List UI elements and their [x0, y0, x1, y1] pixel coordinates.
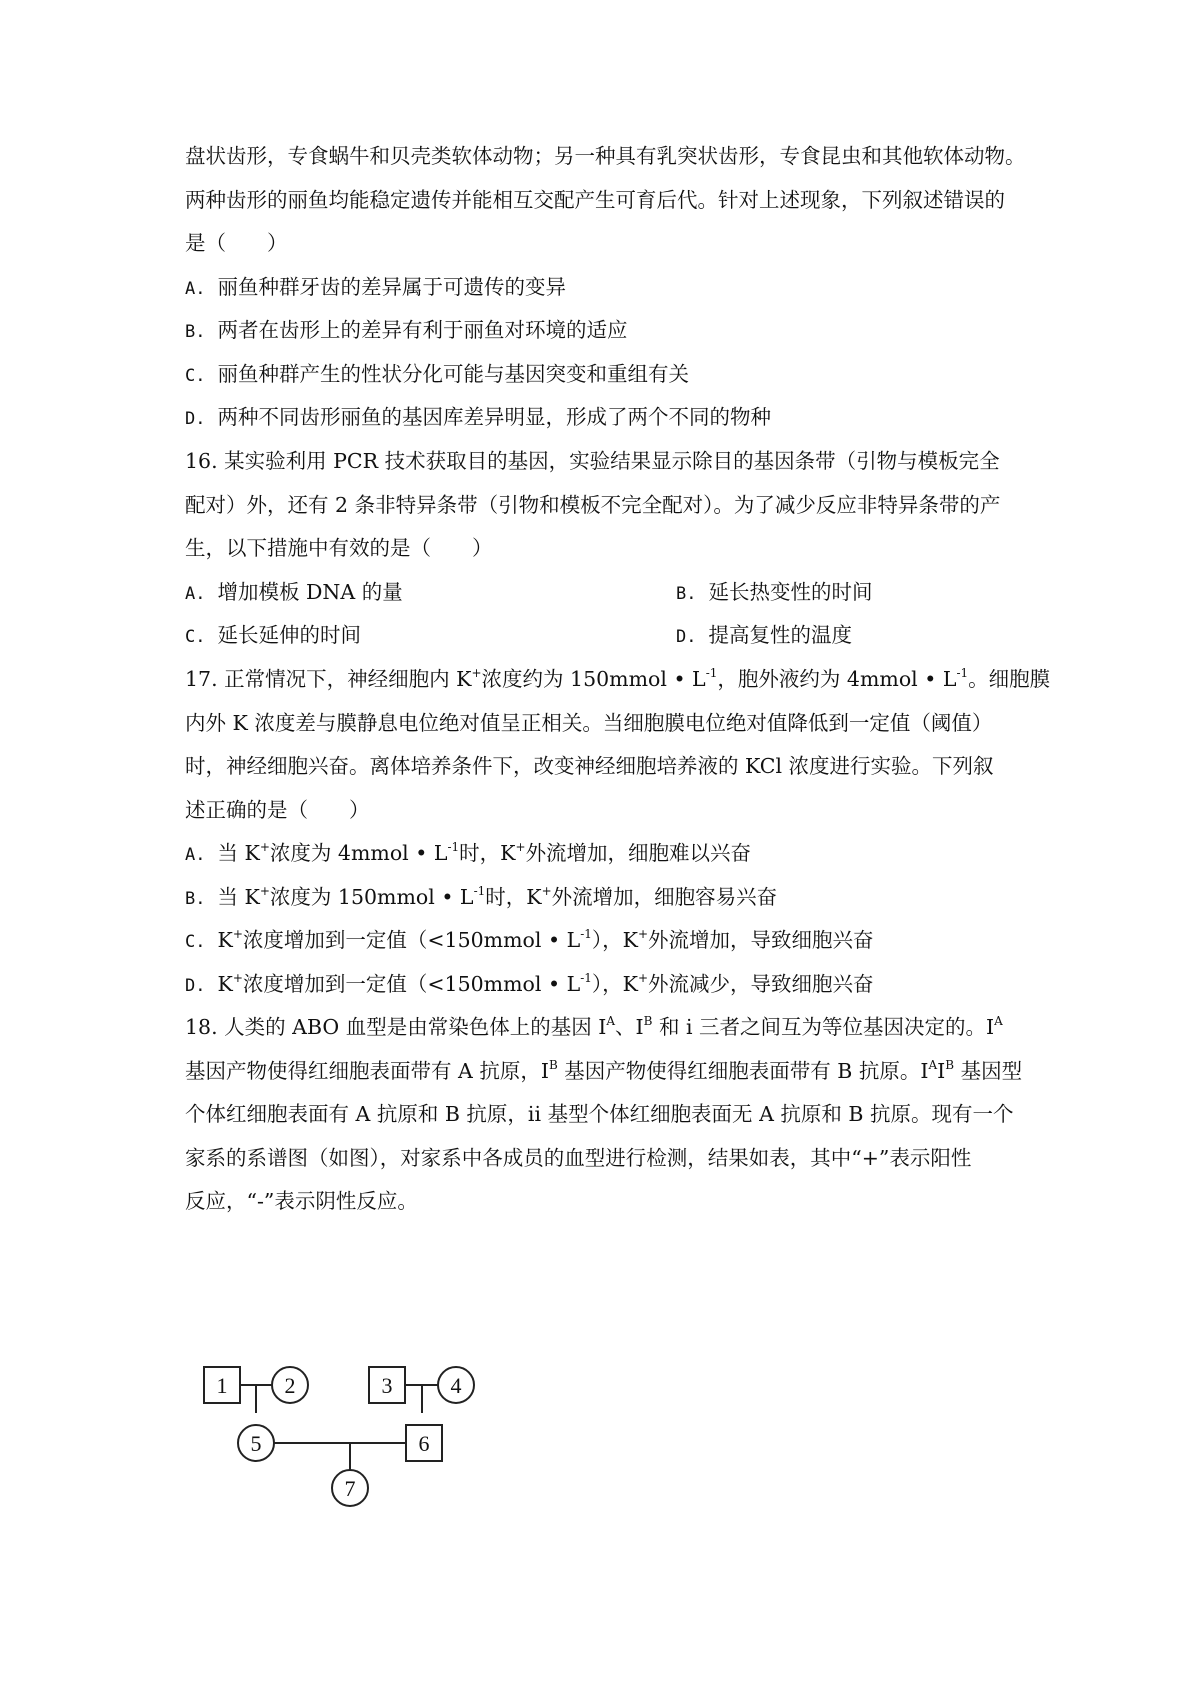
- q16-option-a: [185, 577, 403, 609]
- option-text: 外流增加，导致细胞兴奋: [648, 928, 874, 952]
- option-text: K: [217, 928, 233, 952]
- option-text: 增加模板 DNA 的量: [217, 580, 403, 604]
- member-label-6: 6: [418, 1431, 430, 1456]
- superscript: +: [259, 884, 270, 898]
- member-label-2: 2: [284, 1373, 296, 1398]
- option-text: 两者在齿形上的差异有利于丽鱼对环境的适应: [217, 318, 628, 342]
- option-label: B.: [676, 584, 697, 604]
- q18-stem-line-5: 反应，“-”表示阴性反应。: [185, 1189, 418, 1213]
- q15-stem-line-1: 盘状齿形，专食蜗牛和贝壳类软体动物；另一种具有乳突状齿形，专食昆虫和其他软体动物。: [185, 144, 1026, 168]
- q18-text: 和 i 三者之间互为等位基因决定的。I: [652, 1015, 995, 1039]
- q17-option-b: [185, 882, 777, 914]
- q15-stem-line-3: 是（ ）: [185, 231, 288, 255]
- q17-text: ，胞外液约为 4mmol • L: [717, 667, 957, 691]
- q16-stem-line-1: 16. 某实验利用 PCR 技术获取目的基因，实验结果显示除目的基因条带（引物与模板完全: [185, 449, 1000, 473]
- superscript: A: [606, 1014, 615, 1028]
- superscript: +: [232, 971, 243, 985]
- option-label: D.: [676, 627, 697, 647]
- option-text: 浓度为 150mmol • L: [269, 885, 474, 909]
- option-text: 丽鱼种群产生的性状分化可能与基因突变和重组有关: [217, 362, 689, 386]
- option-text: ），K: [591, 972, 638, 996]
- option-label: C.: [185, 932, 206, 952]
- q15-option-d: [185, 402, 771, 434]
- q16-stem-line-3: 生，以下措施中有效的是（ ）: [185, 536, 493, 560]
- member-label-4: 4: [450, 1373, 462, 1398]
- member-label-5: 5: [250, 1431, 262, 1456]
- option-text: 延长延伸的时间: [217, 623, 361, 647]
- superscript: +: [541, 884, 552, 898]
- q17-text: 浓度约为 150mmol • L: [481, 667, 706, 691]
- member-label-7: 7: [344, 1476, 356, 1501]
- q18-stem-line-4: 家系的系谱图（如图），对家系中各成员的血型进行检测，结果如表，其中“+”表示阳性: [185, 1146, 972, 1170]
- superscript: B: [643, 1014, 653, 1028]
- option-label: D.: [185, 976, 206, 996]
- superscript: B: [548, 1058, 558, 1072]
- option-label: A.: [185, 845, 206, 865]
- option-text: 外流增加，细胞容易兴奋: [551, 885, 778, 909]
- q18-text: 基因型: [954, 1059, 1023, 1083]
- option-text: 提高复性的温度: [708, 623, 852, 647]
- q18-text: 基因产物使得红细胞表面带有 B 抗原。I: [557, 1059, 929, 1083]
- superscript: -1: [473, 884, 486, 898]
- q18-text: 18. 人类的 ABO 血型是由常染色体上的基因 I: [185, 1015, 607, 1039]
- superscript: -1: [705, 666, 718, 680]
- q17-text: 17. 正常情况下，神经细胞内 K: [185, 667, 472, 691]
- superscript: -1: [447, 840, 460, 854]
- superscript: -1: [956, 666, 969, 680]
- q17-option-c: [185, 925, 874, 957]
- q15-option-c: [185, 359, 689, 391]
- superscript: +: [637, 927, 649, 941]
- superscript: A: [928, 1058, 938, 1072]
- option-label: C.: [185, 627, 206, 647]
- q17-stem-line-1: [185, 664, 1051, 694]
- q17-stem-line-4: 述正确的是（ ）: [185, 798, 370, 822]
- q17-text: 。细胞膜: [968, 667, 1051, 691]
- q17-stem-line-3: 时，神经细胞兴奋。离体培养条件下，改变神经细胞培养液的 KCl 浓度进行实验。下列叙: [185, 754, 994, 778]
- superscript: +: [637, 971, 649, 985]
- superscript: +: [515, 840, 526, 854]
- q18-text: 基因产物使得红细胞表面带有 A 抗原，I: [185, 1059, 549, 1083]
- option-text: 浓度增加到一定值（<150mmol • L: [242, 972, 581, 996]
- option-text: 时，K: [485, 885, 542, 909]
- superscript: -1: [580, 927, 592, 941]
- option-text: 当 K: [217, 841, 260, 865]
- option-label: C.: [185, 366, 206, 386]
- option-text: K: [217, 972, 233, 996]
- superscript: A: [994, 1014, 1003, 1028]
- superscript: +: [471, 666, 482, 680]
- q16-option-b: [676, 577, 872, 609]
- option-text: 当 K: [217, 885, 260, 909]
- member-label-3: 3: [381, 1373, 393, 1398]
- option-text: 浓度增加到一定值（<150mmol • L: [242, 928, 581, 952]
- q18-stem-line-3: 个体红细胞表面有 A 抗原和 B 抗原，ii 基型个体红细胞表面无 A 抗原和 B 抗原。现有一个: [185, 1102, 1014, 1126]
- option-text: 丽鱼种群牙齿的差异属于可遗传的变异: [217, 275, 566, 299]
- option-text: 两种不同齿形丽鱼的基因库差异明显，形成了两个不同的物种: [217, 405, 771, 429]
- option-text: 外流减少，导致细胞兴奋: [648, 972, 874, 996]
- option-label: D.: [185, 409, 206, 429]
- superscript: B: [945, 1058, 955, 1072]
- member-label-1: 1: [216, 1373, 228, 1398]
- q17-option-d: [185, 969, 874, 1001]
- option-text: 外流增加，细胞难以兴奋: [525, 841, 752, 865]
- option-text: 时，K: [459, 841, 516, 865]
- option-label: A.: [185, 584, 206, 604]
- option-label: B.: [185, 322, 206, 342]
- option-label: A.: [185, 279, 206, 299]
- q15-stem-line-2: 两种齿形的丽鱼均能稳定遗传并能相互交配产生可育后代。针对上述现象，下列叙述错误的: [185, 188, 1005, 212]
- superscript: +: [232, 927, 243, 941]
- option-label: B.: [185, 889, 206, 909]
- q18-text: I: [937, 1059, 946, 1083]
- q15-option-b: [185, 315, 627, 347]
- option-text: ），K: [591, 928, 638, 952]
- option-text: 浓度为 4mmol • L: [269, 841, 448, 865]
- q16-stem-line-2: 配对）外，还有 2 条非特异条带（引物和模板不完全配对）。为了减少反应非特异条带的产: [185, 493, 1001, 517]
- q18-text: 、I: [615, 1015, 644, 1039]
- q15-option-a: [185, 272, 566, 304]
- option-text: 延长热变性的时间: [708, 580, 873, 604]
- q18-stem-line-1: [185, 1012, 1045, 1042]
- q16-option-c: [185, 620, 361, 652]
- q17-stem-line-2: 内外 K 浓度差与膜静息电位绝对值呈正相关。当细胞膜电位绝对值降低到一定值（阈值）: [185, 711, 993, 735]
- q18-stem-line-2: [185, 1056, 1045, 1086]
- q17-option-a: [185, 838, 751, 870]
- superscript: +: [259, 840, 270, 854]
- q16-option-d: [676, 620, 852, 652]
- superscript: -1: [580, 971, 592, 985]
- pedigree-diagram: [200, 1355, 510, 1535]
